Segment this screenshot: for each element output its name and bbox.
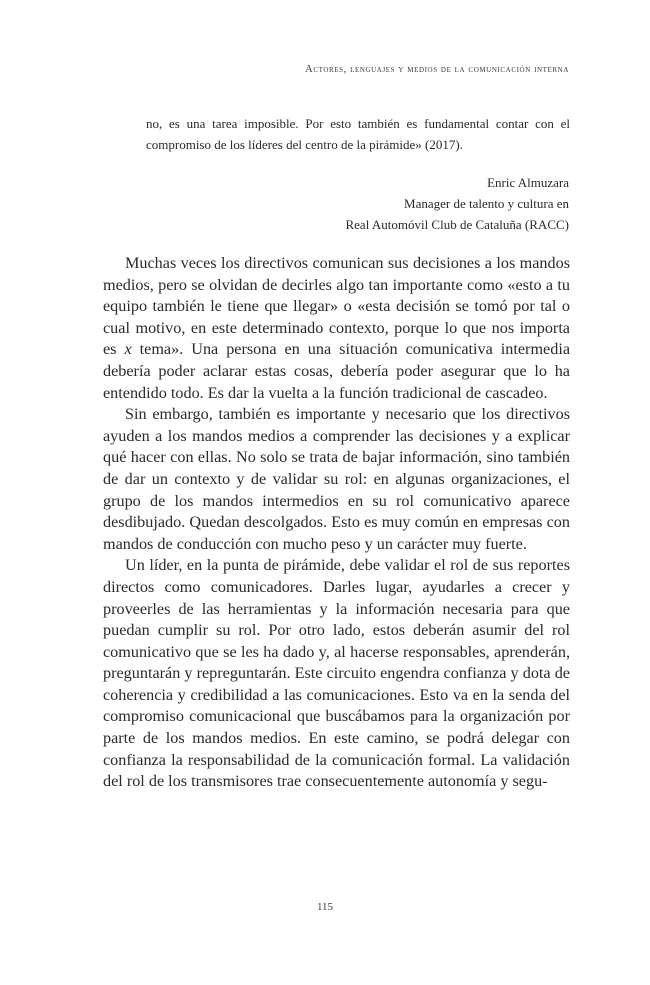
variable-x: x	[124, 340, 132, 359]
paragraph-1-part-a: Muchas veces los directivos comunican sus decisiones a los mandos medios, pero se olvidan de decirles algo tan importante como «esto a tu equipo también le tiene que llegar» o «esta decisión se tomó por tal o cual motivo, en este determinado contexto, porque lo que nos importa es	[103, 254, 570, 359]
attribution-organization: Real Automóvil Club de Cataluña (RACC)	[345, 217, 569, 232]
block-quote: no, es una tarea imposible. Por esto también es fundamental contar con el compromiso de los líderes del centro de la pirámide» (2017).	[146, 116, 570, 152]
paragraph-2: Sin embargo, también es importante y necesario que los directivos ayuden a los mandos medios a comprender las decisiones y a explicar qué hacer con ellas. No solo se trata de bajar información, sino también de dar un contexto y de validar su rol: en algunas organizaciones, el grupo de los mandos intermedios en su rol comunicativo aparece desdibujado. Quedan descolgados. Esto es muy común en empresas con mandos de conducción con mucho peso y un carácter muy fuerte.	[103, 405, 570, 553]
attribution-author: Enric Almuzara	[487, 175, 569, 190]
paragraph-3: Un líder, en la punta de pirámide, debe validar el rol de sus reportes directos como comunicadores. Darles lugar, ayudarles a crecer y proveerles de las herramientas y la información necesaria para que puedan cumplir su rol. Por otro lado, estos deberán asumir del rol comunicativo que se les ha dado y, al hacerse responsables, aprenderán, preguntarán y repreguntarán. Este circuito engendra confianza y dota de coherencia y credibilidad a las comunicaciones. Esto va en la senda del compromiso comunicacional que buscábamos para la organización por parte de los mandos medios. En este camino, se podrá delegar con confianza la responsabilidad de la comunicación formal. La validación del rol de los transmisores trae consecuentemente autonomía y segu-	[103, 556, 570, 791]
paragraph-1	[103, 253, 570, 404]
body-text	[103, 253, 570, 793]
attribution-role: Manager de talento y cultura en	[404, 196, 569, 211]
running-header: Actores, lenguajes y medios de la comunicación interna	[305, 64, 569, 75]
paragraph-1-part-b: tema». Una persona en una situación comunicativa intermedia debería poder aclarar estas cosas, debería poder asegurar que lo ha entendido todo. Es dar la vuelta a la función tradicional de cascadeo.	[103, 340, 571, 402]
page-number: 115	[316, 901, 334, 913]
quote-attribution	[145, 172, 569, 235]
